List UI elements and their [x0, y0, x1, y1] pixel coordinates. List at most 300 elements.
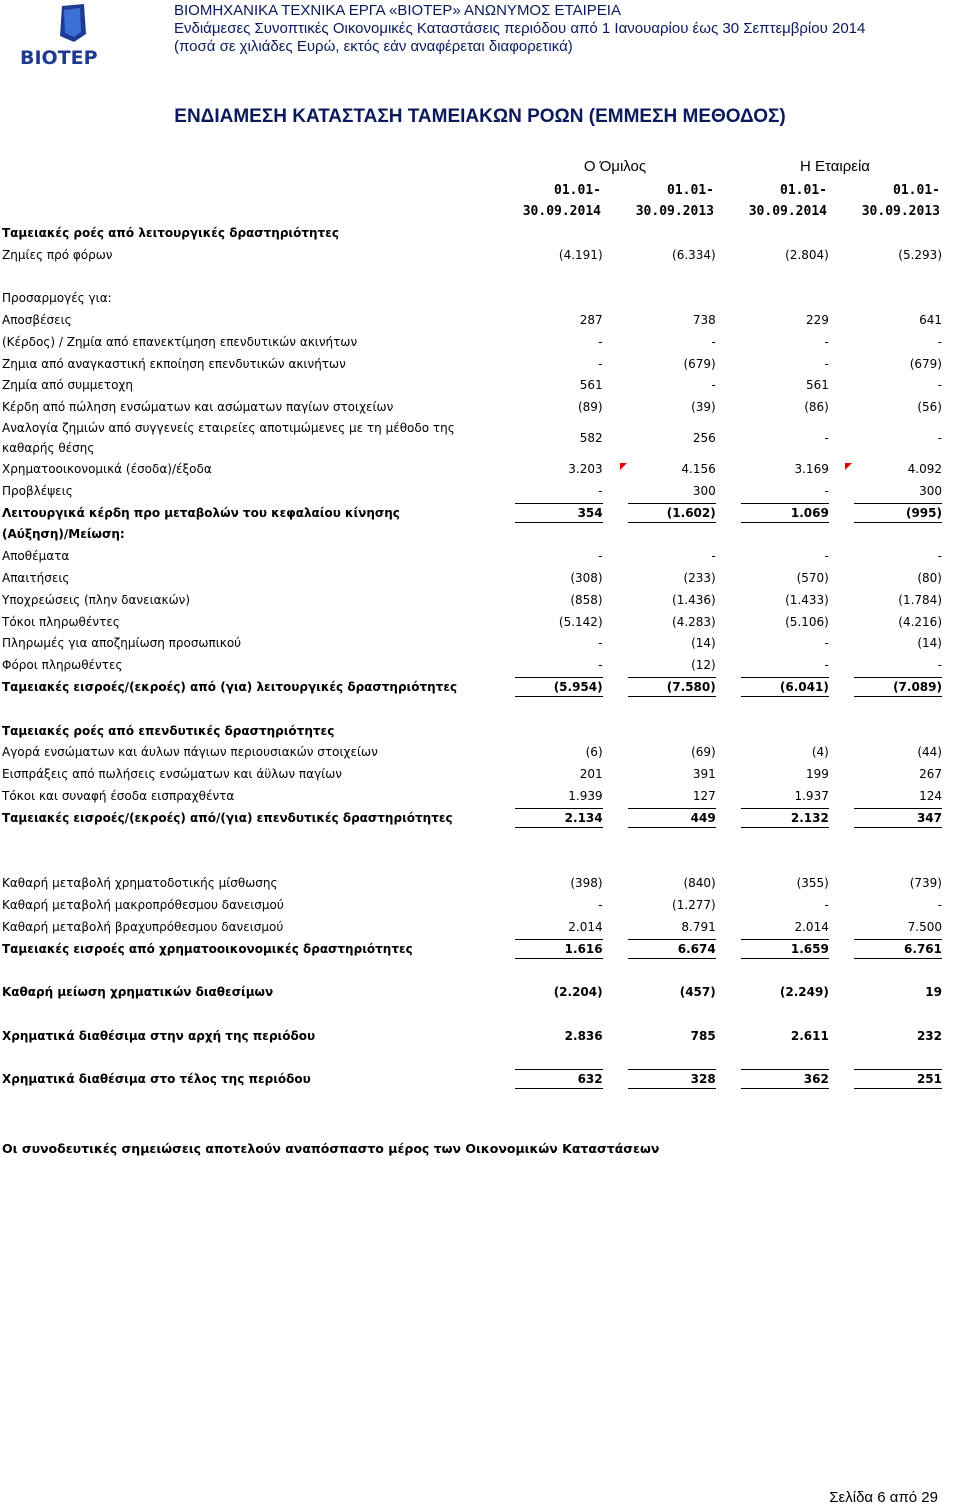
value-cell — [606, 960, 719, 982]
value-cell — [719, 589, 832, 611]
value-cell — [832, 266, 945, 288]
value-cell — [606, 720, 719, 742]
value-text: - — [711, 378, 716, 393]
table-row — [0, 353, 945, 375]
value-text: - — [937, 898, 942, 912]
value-cell — [493, 1068, 606, 1090]
period-from: 01.01- — [893, 183, 940, 198]
row-label: Πληρωμές για αποζημίωση προσωπικού — [2, 636, 242, 651]
value-cell — [832, 331, 945, 353]
value-cell — [832, 742, 945, 764]
value-cell — [493, 287, 606, 309]
value-cell — [719, 763, 832, 785]
value-cell — [493, 480, 606, 502]
table-row — [0, 309, 945, 331]
value-text: (679) — [683, 356, 716, 371]
value-cell — [493, 458, 606, 480]
value-text: - — [824, 636, 829, 651]
period-from: 01.01- — [554, 183, 601, 198]
value-cell — [606, 807, 719, 829]
table-row — [0, 720, 945, 742]
value-text: - — [937, 378, 942, 393]
value-cell — [606, 396, 719, 418]
value-text: 1.937 — [794, 789, 829, 804]
value-cell — [493, 222, 606, 244]
value-cell — [719, 353, 832, 375]
value-text: (1.436) — [672, 592, 716, 607]
value-text: (6.334) — [672, 247, 716, 262]
value-cell — [832, 1003, 945, 1025]
value-text: 2.134 — [515, 808, 603, 828]
value-text: 347 — [854, 808, 942, 828]
value-text: - — [824, 658, 829, 673]
group-header-company: Η Εταιρεία — [800, 158, 870, 175]
value-text: (233) — [683, 571, 716, 586]
row-label — [0, 266, 493, 288]
value-text: 561 — [579, 378, 603, 393]
value-cell — [832, 396, 945, 418]
value-text: 199 — [805, 767, 829, 782]
row-label: Προσαρμογές για: — [2, 291, 112, 306]
table-row — [0, 981, 945, 1003]
value-text: 1.069 — [741, 503, 829, 523]
value-text: (840) — [683, 876, 716, 891]
value-text: (6) — [585, 745, 603, 760]
value-text: (995) — [854, 503, 942, 523]
value-cell — [493, 654, 606, 676]
table-row — [0, 222, 945, 244]
value-cell — [719, 502, 832, 524]
value-cell — [493, 1003, 606, 1025]
value-cell — [832, 720, 945, 742]
value-cell — [832, 872, 945, 894]
value-cell — [493, 872, 606, 894]
table-row — [0, 480, 945, 502]
value-text: 561 — [805, 378, 829, 393]
value-text: 641 — [919, 313, 942, 328]
value-cell — [719, 1047, 832, 1069]
value-text: 4.092 — [907, 462, 942, 477]
value-cell — [606, 742, 719, 764]
company-name: ΒΙΟΜΗΧΑΝΙΚΑ ΤΕΧΝΙΚΑ ΕΡΓΑ «ΒΙΟΤΕΡ» ΑΝΩΝΥΜΟΣ ΕΤΑΙΡΕΙΑ — [174, 2, 621, 19]
value-cell — [832, 480, 945, 502]
value-cell — [606, 698, 719, 720]
value-cell — [606, 763, 719, 785]
row-label — [0, 1047, 493, 1069]
value-text: - — [824, 431, 829, 446]
value-cell — [719, 1068, 832, 1090]
value-text: 785 — [690, 1028, 716, 1043]
value-text: (6.041) — [741, 677, 829, 697]
value-text: (739) — [909, 876, 942, 891]
value-text: (2.249) — [779, 985, 829, 1000]
value-text: (679) — [909, 356, 942, 371]
value-cell — [493, 938, 606, 960]
row-label: Τόκοι και συναφή έσοδα εισπραχθέντα — [2, 789, 235, 804]
value-text: 328 — [628, 1069, 716, 1089]
value-text: - — [937, 431, 942, 446]
row-label: Υποχρεώσεις (πλην δανειακών) — [2, 592, 191, 607]
row-label: Καθαρή μείωση χρηματικών διαθεσίμων — [2, 985, 274, 1000]
value-text: 2.611 — [790, 1028, 829, 1043]
value-cell — [832, 633, 945, 655]
value-cell — [719, 222, 832, 244]
value-cell — [832, 375, 945, 397]
value-cell — [719, 480, 832, 502]
value-cell — [719, 375, 832, 397]
value-text: 362 — [741, 1069, 829, 1089]
value-text: 354 — [515, 503, 603, 523]
table-row — [0, 916, 945, 938]
value-cell — [832, 567, 945, 589]
value-cell — [493, 807, 606, 829]
value-text: (89) — [577, 400, 603, 415]
value-cell — [606, 589, 719, 611]
value-cell — [493, 916, 606, 938]
value-text: 391 — [692, 767, 716, 782]
value-cell — [493, 698, 606, 720]
value-text: 2.014 — [568, 919, 603, 934]
value-cell — [606, 894, 719, 916]
value-cell — [493, 331, 606, 353]
value-text: 449 — [628, 808, 716, 828]
value-text: 201 — [579, 767, 603, 782]
value-text: (5.106) — [785, 614, 829, 629]
value-cell — [719, 396, 832, 418]
value-text: - — [598, 483, 603, 498]
row-label: Ζημίες πρό φόρων — [2, 247, 113, 262]
value-cell — [606, 222, 719, 244]
value-text: (69) — [691, 745, 716, 760]
value-text: - — [824, 334, 829, 349]
row-label: Ταμειακές ροές από λειτουργικές δραστηριότητες — [2, 225, 339, 240]
period-from: 01.01- — [780, 183, 827, 198]
row-label: Αποθέματα — [2, 549, 70, 564]
value-cell — [493, 567, 606, 589]
value-text: - — [937, 334, 942, 349]
value-text: - — [937, 658, 942, 673]
row-label: Χρηματικά διαθέσιμα στην αρχή της περιόδου — [2, 1028, 316, 1043]
row-label: Καθαρή μεταβολή χρηματοδοτικής μίσθωσης — [2, 876, 278, 891]
value-cell — [606, 1068, 719, 1090]
value-cell — [832, 524, 945, 546]
value-text: - — [824, 483, 829, 498]
value-cell — [606, 1047, 719, 1069]
company-logo — [14, 4, 136, 68]
value-cell — [832, 829, 945, 873]
value-cell — [832, 502, 945, 524]
value-text: 6.674 — [628, 939, 716, 959]
value-cell — [832, 981, 945, 1003]
value-cell — [606, 375, 719, 397]
value-text: 1.939 — [568, 789, 603, 804]
table-row — [0, 375, 945, 397]
value-cell — [606, 872, 719, 894]
statement-title: ΕΝΔΙΑΜΕΣΗ ΚΑΤΑΣΤΑΣΗ ΤΑΜΕΙΑΚΩΝ ΡΟΩΝ (ΕΜΜΕΣΗ ΜΕΘΟΔΟΣ) — [174, 106, 786, 127]
value-cell — [719, 567, 832, 589]
value-cell — [832, 1047, 945, 1069]
value-text: (308) — [570, 571, 603, 586]
value-cell — [719, 938, 832, 960]
table-row — [0, 938, 945, 960]
value-text: - — [598, 636, 603, 651]
table-row — [0, 331, 945, 353]
period-from: 01.01- — [667, 183, 714, 198]
value-cell — [493, 742, 606, 764]
table-row — [0, 567, 945, 589]
row-label: Φόροι πληρωθέντες — [2, 658, 123, 673]
value-cell — [493, 611, 606, 633]
table-row — [0, 872, 945, 894]
value-cell — [719, 1025, 832, 1047]
value-text: 4.156 — [681, 462, 716, 477]
value-cell — [493, 524, 606, 546]
value-cell — [719, 331, 832, 353]
value-cell — [832, 960, 945, 982]
value-text: (86) — [804, 400, 829, 415]
table-row — [0, 960, 945, 982]
value-cell — [719, 872, 832, 894]
value-text: 124 — [919, 789, 942, 804]
value-cell — [719, 916, 832, 938]
value-text: 8.791 — [681, 919, 716, 934]
value-cell — [719, 807, 832, 829]
value-cell — [606, 353, 719, 375]
row-label: Ζημια από αναγκαστική εκποίηση επενδυτικών ακινήτων — [2, 356, 346, 371]
row-label: Προβλέψεις — [2, 483, 73, 498]
value-cell — [606, 654, 719, 676]
footnote: Οι συνοδευτικές σημειώσεις αποτελούν αναπόσπαστο μέρος των Οικονομικών Καταστάσεων — [2, 1141, 660, 1156]
value-cell — [606, 785, 719, 807]
row-label — [0, 960, 493, 982]
value-text: - — [824, 356, 829, 371]
value-text: - — [824, 549, 829, 564]
value-cell — [606, 287, 719, 309]
value-cell — [719, 458, 832, 480]
value-text: (4.216) — [898, 614, 942, 629]
table-row — [0, 763, 945, 785]
table-row — [0, 458, 945, 480]
value-cell — [719, 829, 832, 873]
table-row — [0, 654, 945, 676]
value-text: 6.761 — [854, 939, 942, 959]
value-cell — [719, 676, 832, 698]
value-text: 256 — [692, 431, 716, 446]
row-label: Ταμειακές ροές από επενδυτικές δραστηριότητες — [2, 723, 335, 738]
value-cell — [832, 938, 945, 960]
value-cell — [719, 611, 832, 633]
value-cell — [606, 418, 719, 458]
value-text: (2.204) — [553, 985, 603, 1000]
value-text: (1.602) — [628, 503, 716, 523]
period-to: 30.09.2013 — [861, 204, 940, 219]
value-cell — [493, 763, 606, 785]
row-label: Ταμειακές εισροές από χρηματοοικονομικές δραστηριότητες — [2, 941, 413, 956]
value-text: 632 — [515, 1069, 603, 1089]
value-text: 738 — [692, 313, 716, 328]
cash-flow-table — [0, 222, 945, 1090]
value-text: - — [598, 549, 603, 564]
value-cell — [719, 981, 832, 1003]
value-cell — [719, 633, 832, 655]
value-text: (398) — [570, 876, 603, 891]
value-text: (14) — [691, 636, 716, 651]
value-text: (1.433) — [785, 592, 829, 607]
value-text: 229 — [805, 313, 829, 328]
row-label: Λειτουργικά κέρδη προ μεταβολών του κεφαλαίου κίνησης — [2, 505, 400, 520]
value-cell — [606, 545, 719, 567]
table-row — [0, 633, 945, 655]
row-label: Ταμειακές εισροές/(εκροές) από (για) λειτουργικές δραστηριότητες — [2, 680, 458, 695]
comment-marker-icon — [845, 463, 852, 470]
value-cell — [606, 938, 719, 960]
value-cell — [719, 742, 832, 764]
value-cell — [493, 589, 606, 611]
group-header-group: Ο Όμιλος — [583, 158, 647, 175]
value-cell — [493, 1047, 606, 1069]
value-text: (1.277) — [672, 898, 716, 912]
row-label: Χρηματικά διαθέσιμα στο τέλος της περιόδου — [2, 1072, 311, 1087]
value-text: 2.132 — [741, 808, 829, 828]
value-cell — [719, 545, 832, 567]
value-cell — [719, 524, 832, 546]
value-text: - — [598, 356, 603, 371]
value-text: (570) — [796, 571, 829, 586]
table-row — [0, 1047, 945, 1069]
value-cell — [493, 375, 606, 397]
value-text: - — [824, 898, 829, 912]
table-row — [0, 396, 945, 418]
value-cell — [832, 309, 945, 331]
value-cell — [719, 960, 832, 982]
value-text: (7.089) — [854, 677, 942, 697]
value-text: (7.580) — [628, 677, 716, 697]
value-text: (39) — [691, 400, 716, 415]
value-text: (858) — [570, 592, 603, 607]
row-label: Εισπράξεις από πωλήσεις ενσώματων και άϋλων παγίων — [2, 767, 342, 782]
value-text: - — [937, 549, 942, 564]
table-row — [0, 418, 945, 458]
value-cell — [606, 244, 719, 266]
table-row — [0, 1003, 945, 1025]
table-row — [0, 807, 945, 829]
value-cell — [719, 785, 832, 807]
table-row — [0, 894, 945, 916]
value-cell — [832, 894, 945, 916]
value-cell — [606, 524, 719, 546]
value-text: (2.804) — [785, 247, 829, 262]
svg-text:BIOTEP: BIOTEP — [20, 47, 98, 68]
value-cell — [719, 244, 832, 266]
value-text: (56) — [917, 400, 942, 415]
value-text: - — [598, 334, 603, 349]
value-cell — [493, 418, 606, 458]
value-text: - — [598, 658, 603, 673]
row-label: Αναλογία ζημιών από συγγενείς εταιρείες αποτιμώμενες με τη μέθοδο της καθαρής θέσης — [2, 421, 455, 456]
value-cell — [719, 266, 832, 288]
table-row — [0, 742, 945, 764]
value-cell — [606, 916, 719, 938]
value-cell — [719, 309, 832, 331]
value-cell — [832, 589, 945, 611]
value-cell — [606, 981, 719, 1003]
value-text: 3.203 — [568, 462, 603, 477]
value-text: 127 — [692, 789, 716, 804]
value-text: (14) — [917, 636, 942, 651]
value-cell — [832, 287, 945, 309]
value-cell — [832, 807, 945, 829]
value-cell — [832, 763, 945, 785]
value-text: - — [711, 549, 716, 564]
header-text — [174, 2, 865, 56]
row-label: Καθαρή μεταβολή βραχυπρόθεσμου δανεισμού — [2, 919, 284, 934]
value-cell — [832, 676, 945, 698]
row-label: (Κέρδος) / Ζημία από επανεκτίμηση επενδυτικών ακινήτων — [2, 334, 358, 349]
value-text: 7.500 — [907, 919, 942, 934]
value-cell — [832, 244, 945, 266]
value-text: (457) — [679, 985, 716, 1000]
value-cell — [493, 353, 606, 375]
comment-marker-icon — [620, 463, 627, 470]
value-text: (5.293) — [898, 247, 942, 262]
period-to: 30.09.2014 — [748, 204, 827, 219]
row-label: Απαιτήσεις — [2, 571, 70, 586]
value-text: (4) — [811, 745, 829, 760]
value-text: 2.014 — [794, 919, 829, 934]
value-cell — [832, 916, 945, 938]
value-cell — [832, 611, 945, 633]
value-text: 2.836 — [564, 1028, 603, 1043]
amounts-note: (ποσά σε χιλιάδες Ευρώ, εκτός εάν αναφέρεται διαφορετικά) — [174, 38, 573, 55]
value-text: (80) — [917, 571, 942, 586]
row-label — [0, 829, 493, 873]
value-text: (5.954) — [515, 677, 603, 697]
row-label: Ταμειακές εισροές/(εκροές) από/(για) επενδυτικές δραστηριότητες — [2, 810, 453, 825]
row-label: Χρηματοοικονομικά (έσοδα)/έξοδα — [2, 462, 212, 477]
value-text: 582 — [579, 431, 603, 446]
value-cell — [493, 502, 606, 524]
value-cell — [832, 418, 945, 458]
table-row — [0, 287, 945, 309]
period-to: 30.09.2013 — [635, 204, 714, 219]
value-text: 287 — [579, 313, 603, 328]
value-text: (12) — [691, 658, 716, 673]
value-text: (44) — [917, 745, 942, 760]
table-row — [0, 266, 945, 288]
row-label — [0, 698, 493, 720]
row-label — [0, 1003, 493, 1025]
value-cell — [832, 1025, 945, 1047]
value-cell — [606, 1025, 719, 1047]
value-cell — [606, 502, 719, 524]
value-cell — [832, 545, 945, 567]
value-cell — [606, 676, 719, 698]
value-text: 251 — [854, 1069, 942, 1089]
value-cell — [606, 1003, 719, 1025]
page-header — [0, 0, 960, 70]
table-row — [0, 1068, 945, 1090]
value-cell — [493, 676, 606, 698]
value-cell — [493, 785, 606, 807]
value-cell — [606, 266, 719, 288]
row-label: Αγορά ενσώματων και άυλων πάγιων περιουσιακών στοιχείων — [2, 745, 378, 760]
value-text: 1.616 — [515, 939, 603, 959]
value-cell — [719, 1003, 832, 1025]
value-cell — [493, 309, 606, 331]
value-text: (1.784) — [898, 592, 942, 607]
value-cell — [493, 829, 606, 873]
value-cell — [493, 545, 606, 567]
